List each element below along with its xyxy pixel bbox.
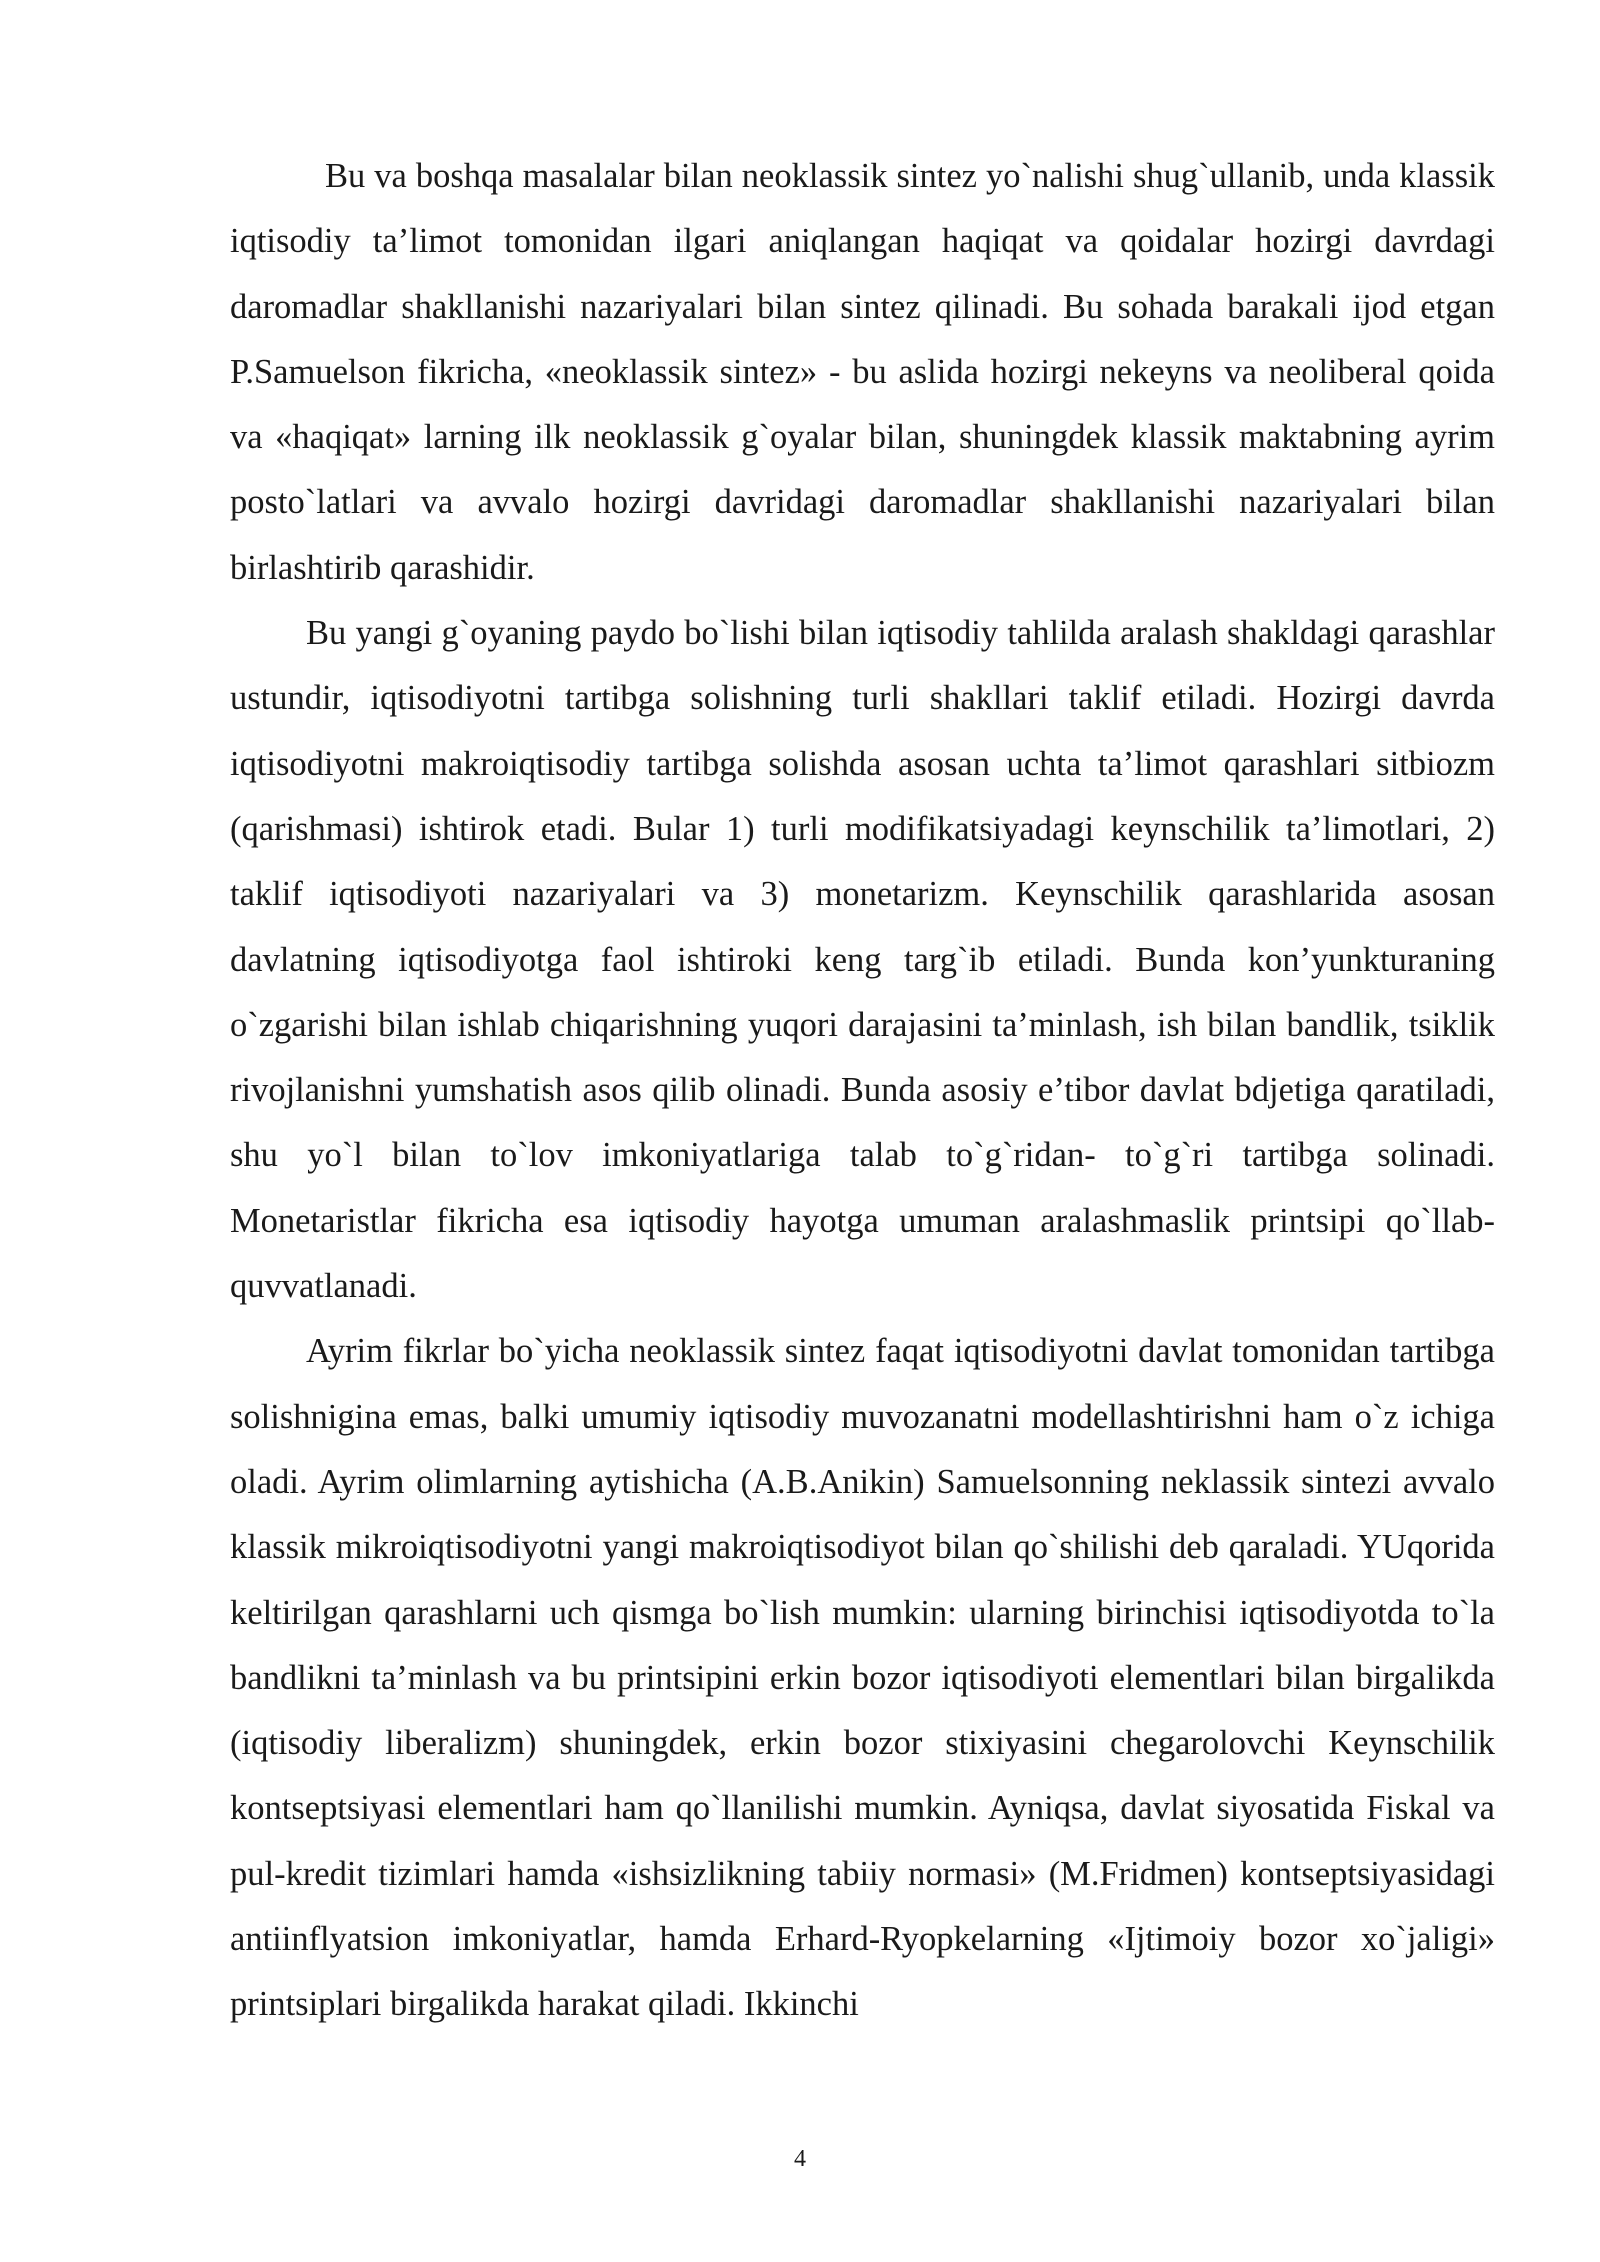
paragraph-1: Bu va boshqa masalalar bilan neoklassik sintez yo`nalishi shug`ullanib, unda klassik iqtisodiy ta’limot tomonidan ilgari aniqlangan haqiqat va qoidalar hozirgi davrdagi daromadlar shakllanishi nazariyalari bilan sintez qilinadi. Bu sohada barakali ijod etgan P.Samuelson fikricha, «neoklassik sintez» - bu aslida hozirgi nekeyns va neoliberal qoida va «haqiqat» larning ilk neoklassik g`oyalar bilan, shuningdek klassik maktabning ayrim posto`latlari va avvalo hozirgi davridagi daromadlar shakllanishi nazariyalari bilan birlashtirib qarashidir. <box>230 157 1495 587</box>
paragraph-2: Bu yangi g`oyaning paydo bo`lishi bilan iqtisodiy tahlilda aralash shakldagi qarashlar ustundir, iqtisodiyotni tartibga solishning turli shakllari taklif etiladi. Hozirgi davrda iqtisodiyotni makroiqtisodiy tartibga solishda asosan uchta ta’limot qarashlari sitbiozm (qarishmasi) ishtirok etadi. Bular 1) turli modifikatsiyadagi keynschilik ta’limotlari, 2) taklif iqtisodiyoti nazariyalari va 3) monetarizm. Keynschilik qarashlarida asosan davlatning iqtisodiyotga faol ishtiroki keng targ`ib etiladi. Bunda kon’yunkturaning o`zgarishi bilan ishlab chiqarishning yuqori darajasini ta’minlash, ish bilan bandlik, tsiklik rivojlanishni yumshatish asos qilib olinadi. Bunda asosiy e’tibor davlat bdjetiga qaratiladi, shu yo`l bilan to`lov imkoniyatlariga talab to`g`ridan- to`g`ri tartibga solinadi. Monetaristlar fikricha esa iqtisodiy hayotga umuman aralashmaslik printsipi qo`llab-quvvatlanadi. <box>230 614 1495 1306</box>
body-text <box>230 144 1495 2038</box>
page-number: 4 <box>794 2146 806 2172</box>
paragraph-3: Ayrim fikrlar bo`yicha neoklassik sintez faqat iqtisodiyotni davlat tomonidan tartibga solishnigina emas, balki umumiy iqtisodiy muvozanatni modellashtirishni ham o`z ichiga oladi. Ayrim olimlarning aytishicha (A.B.Anikin) Samuelsonning neklassik sintezi avvalo klassik mikroiqtisodiyotni yangi makroiqtisodiyot bilan qo`shilishi deb qaraladi. YUqorida keltirilgan qarashlarni uch qismga bo`lish mumkin: ularning birinchisi iqtisodiyotda to`la bandlikni ta’minlash va bu printsipini erkin bozor iqtisodiyoti elementlari bilan birgalikda (iqtisodiy liberalizm) shuningdek, erkin bozor stixiyasini chegarolovchi Keynschilik kontseptsiyasi elementlari ham qo`llanilishi mumkin. Ayniqsa, davlat siyosatida Fiskal va pul-kredit tizimlari hamda «ishsizlikning tabiiy normasi» (M.Fridmen) kontseptsiyasidagi antiinflyatsion imkoniyatlar, hamda Erhard-Ryopkelarning «Ijtimoiy bozor xo`jaligi» printsiplari birgalikda harakat qiladi. Ikkinchi <box>230 1332 1495 2024</box>
